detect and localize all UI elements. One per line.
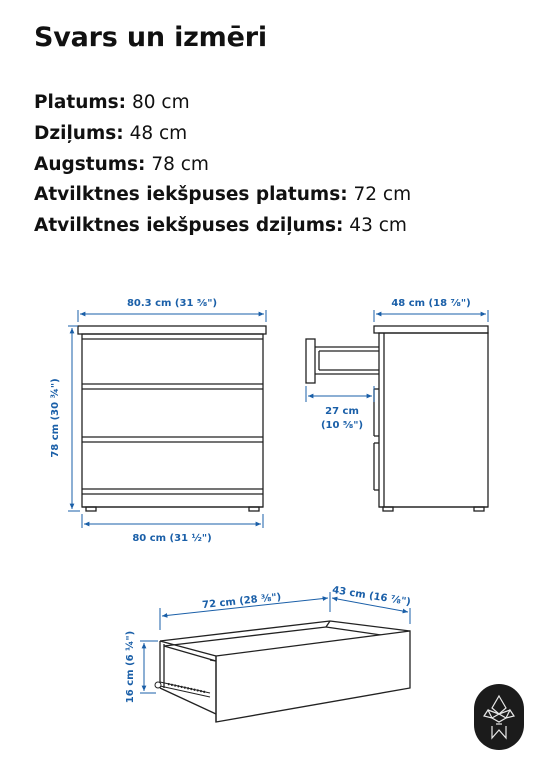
side-view-drawing (306, 326, 488, 511)
spec-label: Platums: (34, 92, 127, 113)
drawer-drawing (160, 621, 410, 722)
spec-label: Augstums: (34, 153, 146, 175)
spec-value: 78 cm (151, 153, 209, 175)
front-view-drawing (78, 326, 266, 511)
page-title: Svars un izmēri (34, 22, 267, 53)
spec-value: 72 cm (353, 184, 412, 206)
front-bottom-width-label: 80 cm (31 ½") (132, 533, 212, 544)
spec-value: 48 cm (129, 122, 188, 144)
drawer-inner-width-label: 72 cm (28 ⅜") (201, 591, 282, 612)
drawer-height-label: 16 cm (6 ¼") (125, 630, 136, 704)
drawer-inner-depth-label: 43 cm (16 ⅞") (331, 584, 412, 609)
spec-value: 43 cm (349, 215, 407, 237)
side-depth-label: 48 cm (18 ⅞") (391, 298, 471, 309)
front-height-label: 78 cm (30 ¾") (50, 378, 61, 458)
side-view-dimensions (306, 310, 488, 402)
spec-value: 80 cm (131, 92, 190, 113)
pullout-cm-label: 27 cm (325, 406, 359, 417)
brand-badge[interactable] (474, 684, 524, 750)
front-view-dimensions (68, 310, 266, 528)
pullout-in-label: (10 ⅝") (320, 420, 364, 431)
spec-label: Atvilktnes iekšpuses platums: (34, 184, 348, 206)
front-top-width-label: 80.3 cm (31 ⅝") (126, 298, 218, 309)
spec-label: Dziļums: (34, 122, 124, 144)
spec-label: Atvilktnes iekšpuses dziļums: (34, 215, 344, 237)
brand-logo-icon (474, 684, 524, 750)
